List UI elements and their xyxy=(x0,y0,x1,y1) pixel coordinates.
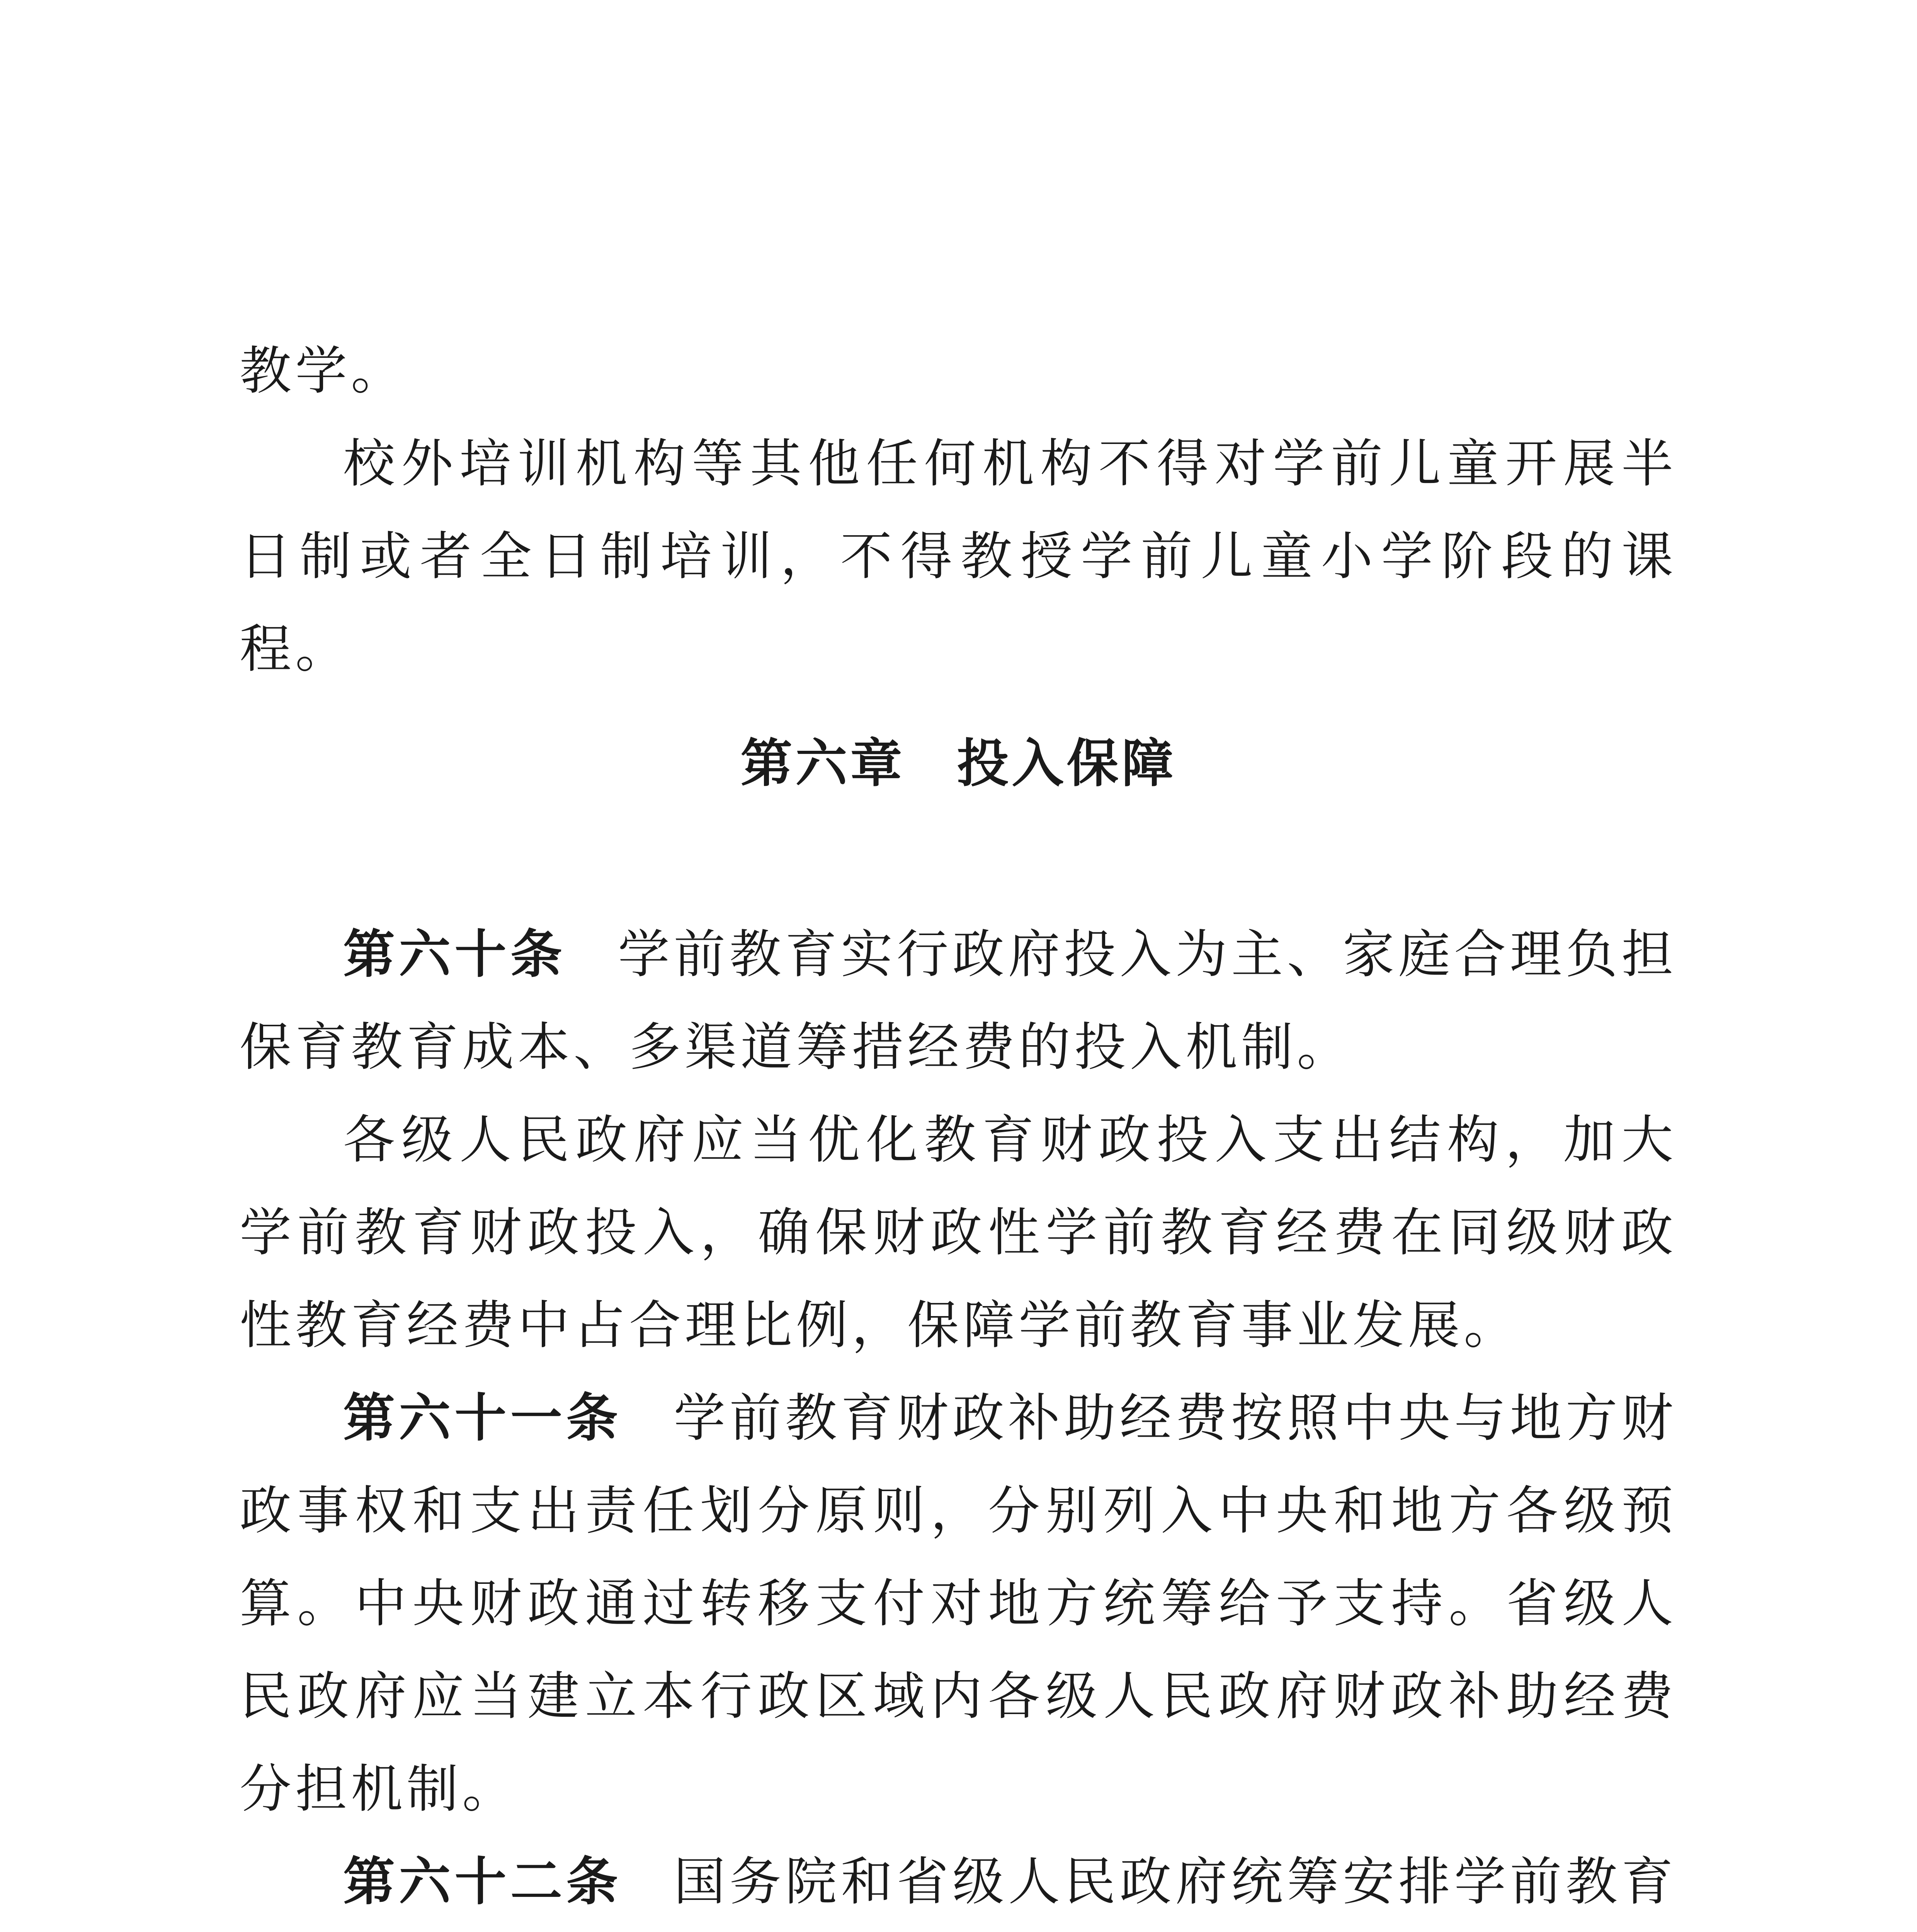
paragraph-continuation: 教学。 xyxy=(240,341,407,401)
article-60 xyxy=(240,908,1677,1094)
article-60-paragraph-2: 各级人民政府应当优化教育财政投入支出结构，加大学前教育财政投入，确保财政性学前教育经费在同级财政性教育经费中占合理比例，保障学前教育事业发展。 xyxy=(240,1110,1677,1355)
chapter-heading xyxy=(0,725,1917,802)
article-number: 第六十一条 xyxy=(343,1388,622,1448)
chapter-title-text: 投入保障 xyxy=(957,733,1177,794)
articles-section xyxy=(240,908,1677,1932)
chapter-number: 第六章 xyxy=(740,733,905,794)
article-text: 国务院和省级人民政府统筹安排学前教育 xyxy=(674,1852,1677,1912)
article-text: 学前教育实行政府投入为主、家庭合理负担保育教育成本、多渠道筹措经费的投入机制。 xyxy=(240,924,1677,1077)
article-number: 第六十二条 xyxy=(343,1852,622,1912)
article-text: 学前教育财政补助经费按照中央与地方财政事权和支出责任划分原则，分别列入中央和地方各级预算。中央财政通过转移支付对地方统筹给予支持。省级人民政府应当建立本行政区域内各级人民政府财政补助经费分担机制。 xyxy=(240,1388,1677,1819)
article-number: 第六十条 xyxy=(343,924,566,985)
article-61 xyxy=(240,1372,1677,1835)
paragraph-training-restriction: 校外培训机构等其他任何机构不得对学前儿童开展半日制或者全日制培训，不得教授学前儿童小学阶段的课程。 xyxy=(240,434,1677,679)
top-section xyxy=(240,325,1677,696)
article-62 xyxy=(240,1835,1677,1932)
